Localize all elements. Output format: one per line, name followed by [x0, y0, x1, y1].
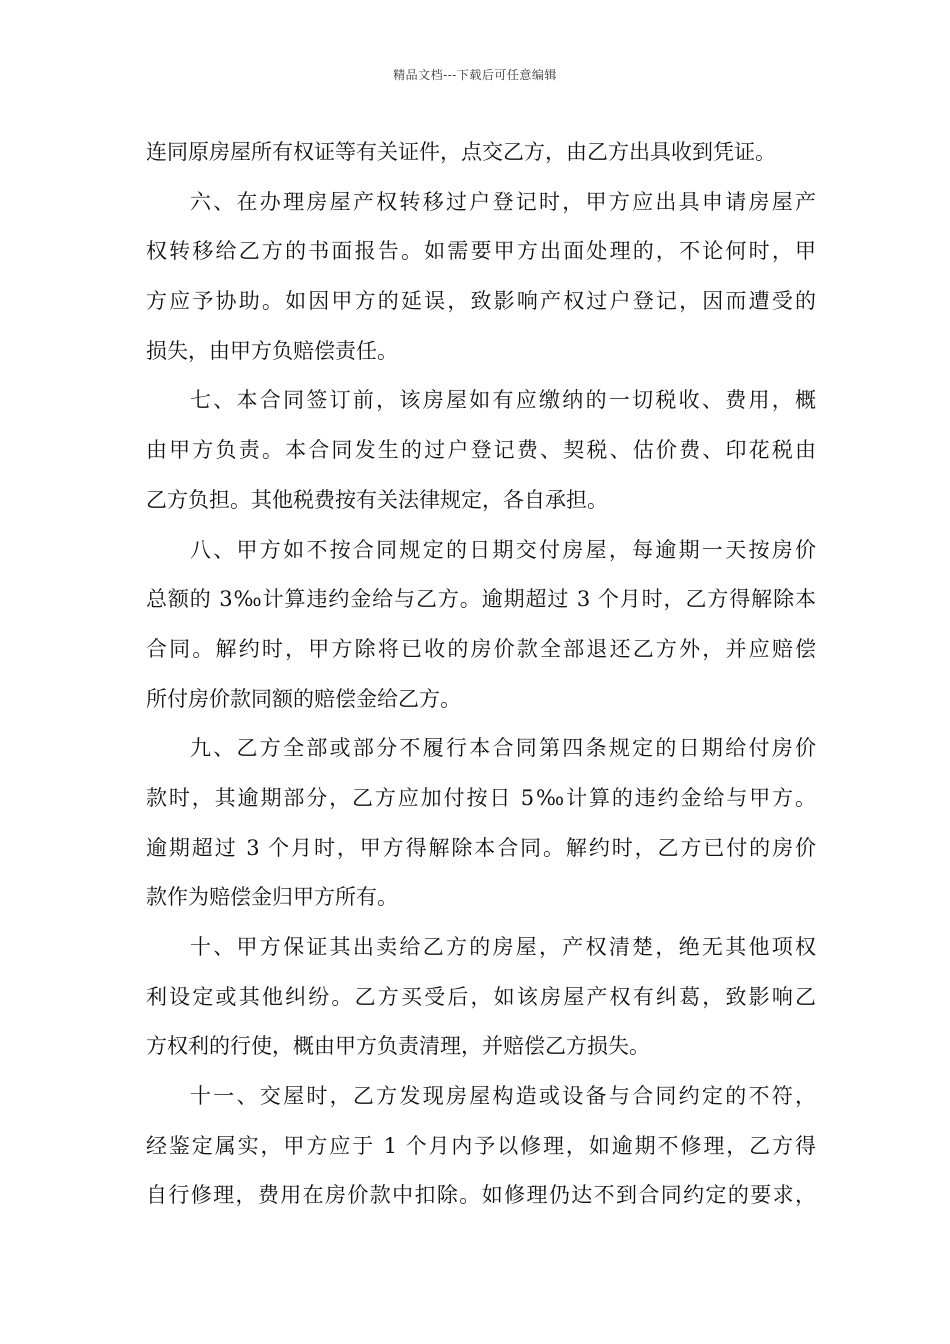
text-line: 经鉴定属实，甲方应于 1 个月内予以修理，如逾期不修理，乙方得 — [146, 1133, 816, 1158]
paragraph — [146, 724, 816, 923]
paragraph — [146, 128, 816, 178]
text-line: 权转移给乙方的书面报告。如需要甲方出面处理的，不论何时，甲 — [146, 239, 816, 264]
page-header: 精品文档---下载后可任意编辑 — [393, 68, 557, 82]
text-line: 方权利的行使，概由甲方负责清理，并赔偿乙方损失。 — [146, 1034, 650, 1059]
text-line: 款作为赔偿金归甲方所有。 — [146, 885, 398, 910]
paragraph — [146, 178, 816, 377]
text-line: 八、甲方如不按合同规定的日期交付房屋，每逾期一天按房价 — [190, 537, 816, 562]
paragraph — [146, 923, 816, 1072]
text-line: 六、在办理房屋产权转移过户登记时，甲方应出具申请房屋产 — [190, 189, 816, 214]
text-line: 方应予协助。如因甲方的延误，致影响产权过户登记，因而遭受的 — [146, 289, 816, 314]
text-line: 十一、交屋时，乙方发现房屋构造或设备与合同约定的不符， — [190, 1084, 816, 1109]
paragraph — [146, 376, 816, 525]
text-line: 连同原房屋所有权证等有关证件，点交乙方，由乙方出具收到凭证。 — [146, 140, 776, 164]
text-line: 七、本合同签订前，该房屋如有应缴纳的一切税收、费用，概 — [190, 388, 816, 413]
text-line: 合同。解约时，甲方除将已收的房价款全部退还乙方外，并应赔偿 — [146, 636, 816, 661]
text-line: 乙方负担。其他税费按有关法律规定，各自承担。 — [146, 487, 608, 512]
document-body — [146, 128, 816, 1221]
text-line: 总额的 3‰计算违约金给与乙方。逾期超过 3 个月时，乙方得解除本 — [146, 587, 816, 612]
paragraph — [146, 526, 816, 725]
text-line: 利设定或其他纠纷。乙方买受后，如该房屋产权有纠葛，致影响乙 — [146, 984, 816, 1009]
text-line: 由甲方负责。本合同发生的过户登记费、契税、估价费、印花税由 — [146, 438, 816, 463]
text-line: 款时，其逾期部分，乙方应加付按日 5‰计算的违约金给与甲方。 — [146, 785, 816, 810]
text-line: 自行修理，费用在房价款中扣除。如修理仍达不到合同约定的要求， — [146, 1183, 816, 1208]
paragraph — [146, 1072, 816, 1221]
text-line: 所付房价款同额的赔偿金给乙方。 — [146, 686, 461, 711]
text-line: 九、乙方全部或部分不履行本合同第四条规定的日期给付房价 — [190, 736, 816, 761]
text-line: 逾期超过 3 个月时，甲方得解除本合同。解约时，乙方已付的房价 — [146, 835, 816, 860]
text-line: 十、甲方保证其出卖给乙方的房屋，产权清楚，绝无其他项权 — [190, 935, 816, 959]
text-line: 损失，由甲方负赔偿责任。 — [146, 338, 398, 363]
